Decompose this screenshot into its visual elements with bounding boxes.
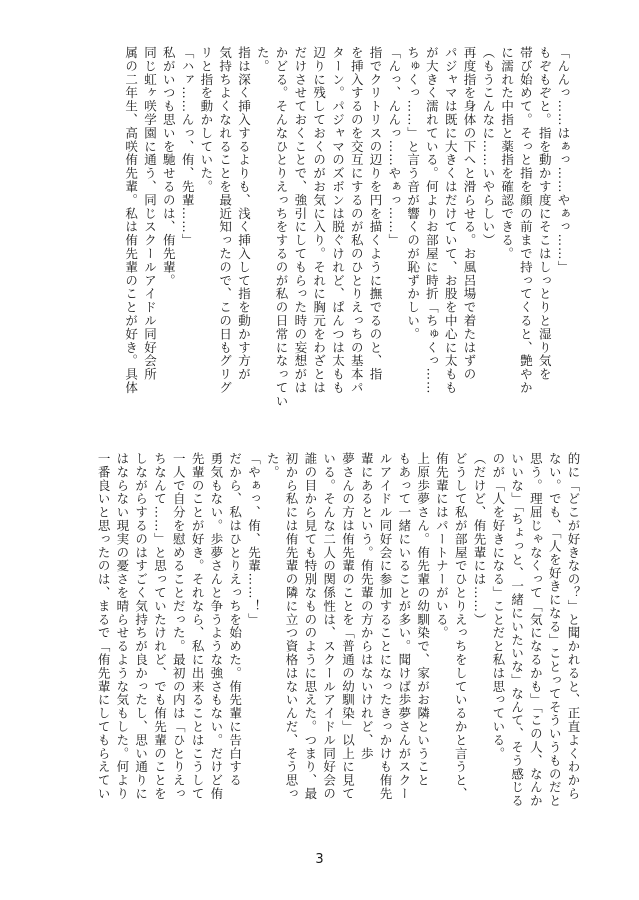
text-line: 夢さんの方は侑先輩のことを「普通の幼馴染」以上に見て — [340, 452, 356, 801]
text-line: 「ハァ……んっ、侑、先輩……」 — [180, 46, 196, 247]
text-line: 「んんっ……はぁっ……やぁっ……」 — [556, 46, 571, 274]
text-line: 一人で自分を慰めることだった。最初の内は「ひとりえっ — [171, 452, 187, 801]
text-line: 「やぁっ、侑、先輩……！」 — [246, 452, 262, 627]
text-line: 帯び始めて。そっと指を顔の前まで持ってくると、艶やか — [518, 46, 534, 395]
text-line: た。 — [265, 452, 281, 479]
text-line: のが「人を好きになる」ことだと私は思っている。 — [490, 452, 506, 761]
text-line: 誰の目から見ても特別なもののように思えた。つまり、最 — [302, 452, 318, 801]
text-line: が大きく濡れている。何よりお部屋に時折「ちゅくっ…… — [424, 46, 440, 395]
text-line: いる。そんな二人の関係性は、スクールアイドル同好会の — [321, 452, 337, 801]
text-line: もあって一緒にいることが多い。聞けば歩夢さんがスクー — [396, 452, 412, 801]
text-line: 一番良いと思ったのは、まるで「侑先輩にしてもらえてい — [96, 452, 112, 801]
text-line: に濡れた中指と薬指を確認できる。 — [499, 46, 515, 261]
text-line: 属の二年生、高咲侑先輩。私は侑先輩のことが好き。具体 — [123, 46, 139, 395]
text-line: 私がいつも思いを馳せるのは、侑先輩。 — [161, 46, 177, 288]
text-line: （だけど、侑先輩には……） — [472, 452, 488, 627]
text-line: リと指を動かしていた。 — [198, 46, 214, 194]
text-line: 勇気もない。歩夢さんと争うような強さもない。だけど侑 — [208, 452, 224, 801]
text-line: 指は深く挿入するよりも、浅く挿入して指を動かす方が — [236, 46, 252, 381]
text-line: （もうこんなに……いやらしい） — [480, 46, 496, 247]
text-line: 再度指を身体の下へと滑らせる。お風呂場で着たはずの — [462, 46, 478, 381]
text-line: はならない現実の憂さを晴らせるような気もした。何より — [114, 452, 130, 801]
text-line: パジャマは既に大きくはだけていて、お股を中心に太もも — [443, 46, 459, 395]
text-line: いいな」「ちょっと、一緒にいたいな」なんて、そう感じる — [509, 452, 525, 808]
text-line: しながらするのはすごく気持ちが良かったし、思い通りに — [133, 452, 149, 801]
text-line: た。 — [255, 46, 271, 73]
text-line: ルアイドル同好会に参加することになったきっかけも侑先 — [378, 452, 394, 801]
text-line: 指でクリトリスの辺りを円を描くように撫でるのと、指 — [368, 46, 384, 381]
text-line: 侑先輩にはパートナーがいる。 — [434, 452, 450, 640]
text-line: だけさせておくことで、強引にしてもらった時の妄想がは — [292, 46, 308, 395]
text-line: ターン。パジャマのズボンは脱ぐけれど、ぱんつは太もも — [330, 46, 346, 395]
text-line: 同じ虹ヶ咲学園に通う、同じスクールアイドル同好会所 — [142, 46, 158, 381]
text-line: 輩にあるという。侑先輩の方からはないけれど、歩 — [359, 452, 375, 761]
page-number: 3 — [315, 852, 324, 867]
text-line: ない。でも、「人を好きになる」ことってそういうものだと — [547, 452, 563, 808]
text-line: 先輩のことが好き。それなら、私に出来ることはこうして — [190, 452, 206, 801]
text-line: 上原歩夢さん。侑先輩の幼馴染で、家がお隣ということ — [415, 452, 431, 787]
text-line: を挿入するのを交互にするのが私のひとりえっちの基本パ — [349, 46, 365, 395]
text-line: 「んっ、んんっ……やぁっ……」 — [386, 46, 402, 247]
text-line: だから、私はひとりえっちを始めた。侑先輩に告白する — [227, 452, 243, 787]
text-line: どうして私が部屋でひとりえっちをしているかと言うと、 — [453, 452, 469, 801]
text-line: 的に「どこが好きなの？」と聞かれると、正直よくわから — [566, 452, 581, 801]
bottom-text-block — [62, 452, 582, 832]
top-text-block — [62, 46, 572, 426]
text-line: ちゅくっ……」と言う音が響くのが恥ずかしい。 — [405, 46, 421, 341]
text-line: 気持ちよくなれることを最近知ったので、この日もグリグ — [217, 46, 233, 395]
text-line: ちなんて……」と思っていたけれど、でも侑先輩のことを — [152, 452, 168, 801]
text-line: 辺りに残しておくのがお気に入り。それに胸元をわざとは — [311, 46, 327, 395]
text-line: かどる。そんなひとりえっちをするのが私の日常になってい — [274, 46, 290, 408]
text-line: 初から私には侑先輩の隣に立つ資格はないんだ、そう思っ — [284, 452, 300, 801]
text-line: 思う。理屈じゃなくって「気になるかも」「この人、なんか — [528, 452, 544, 808]
text-line: もぞもぞと。指を動かす度にそこはしっとりと湿り気を — [537, 46, 553, 381]
